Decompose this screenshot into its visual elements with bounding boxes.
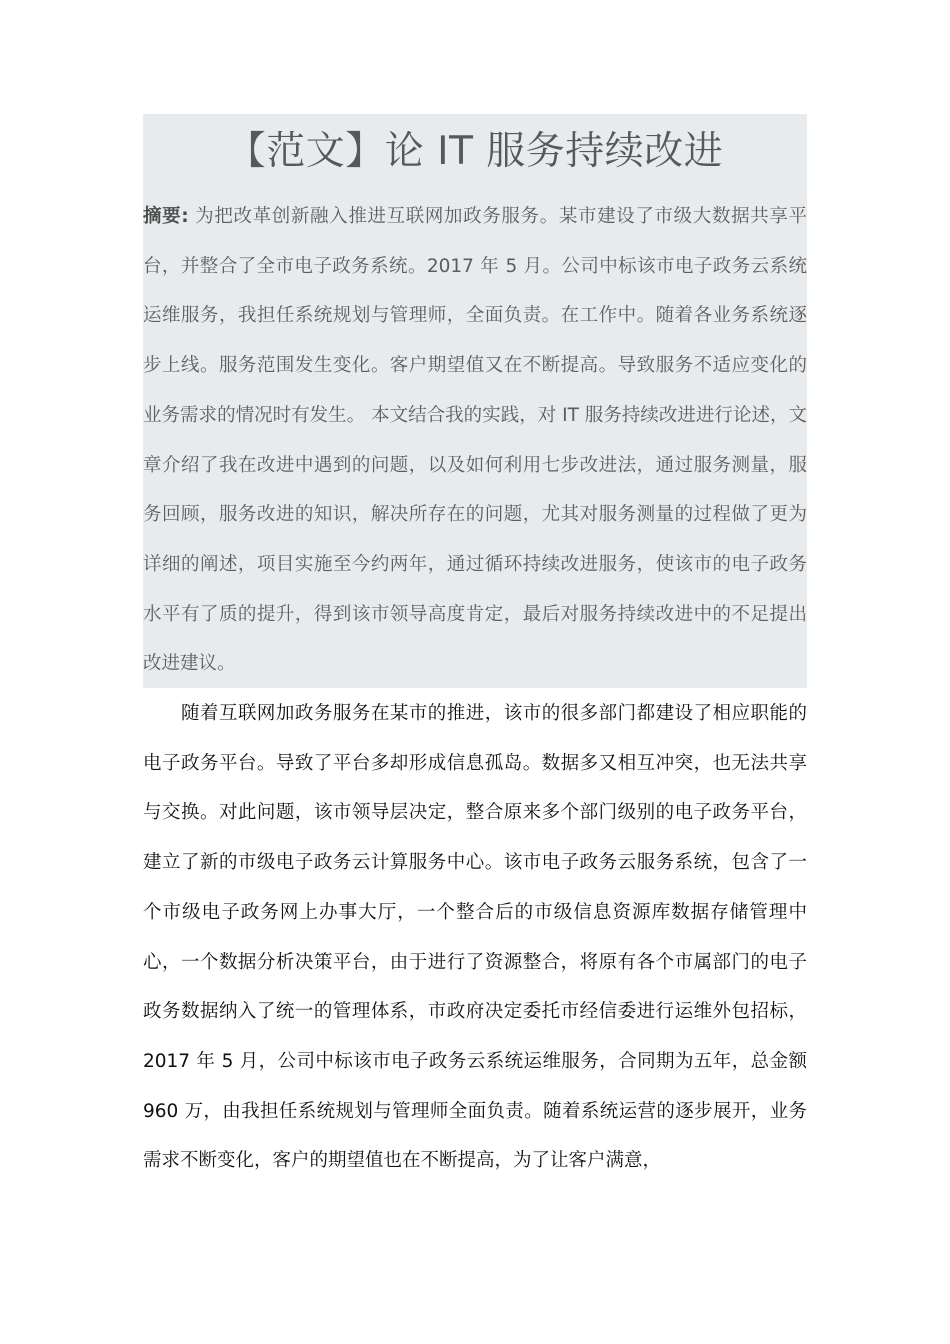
abstract-text: 为把改革创新融入推进互联网加政务服务。某市建设了市级大数据共享平台，并整合了全市电子政务系统。2017 年 5 月。公司中标该市电子政务云系统运维服务，我担任系统规划与管理师，全面负责。在工作中。随着各业务系统逐步上线。服务范围发生变化。客户期望值又在不断提高。导致服务不适应变化的业务需求的情况时有发生。 本文结合我的实践，对 IT 服务持续改进进行论述，文章介绍了我在改进中遇到的问题，以及如何利用七步改进法，通过服务测量，服务回顾，服务改进的知识，解决所存在的问题，尤其对服务测量的过程做了更为详细的阐述，项目实施至今约两年，通过循环持续改进服务，使该市的电子政务水平有了质的提升，得到该市领导高度肯定，最后对服务持续改进中的不足提出改进建议。 [143,206,807,675]
body-paragraph: 随着互联网加政务服务在某市的推进，该市的很多部门都建设了相应职能的电子政务平台。导致了平台多却形成信息孤岛。数据多又相互冲突，也无法共享与交换。对此问题，该市领导层决定，整合原来多个部门级别的电子政务平台，建立了新的市级电子政务云计算服务中心。该市电子政务云服务系统，包含了一个市级电子政务网上办事大厅，一个整合后的市级信息资源库数据存储管理中心，一个数据分析决策平台，由于进行了资源整合，将原有各个市属部门的电子政务数据纳入了统一的管理体系，市政府决定委托市经信委进行运维外包招标，2017 年 5 月，公司中标该市电子政务云系统运维服务，合同期为五年，总金额 960 万，由我担任系统规划与管理师全面负责。随着系统运营的逐步展开，业务需求不断变化，客户的期望值也在不断提高，为了让客户满意， [143,703,807,1172]
abstract-paragraph [143,192,807,689]
document-title: 【范文】论 IT 服务持续改进 [226,129,724,174]
abstract-label: 摘要: [143,206,189,227]
